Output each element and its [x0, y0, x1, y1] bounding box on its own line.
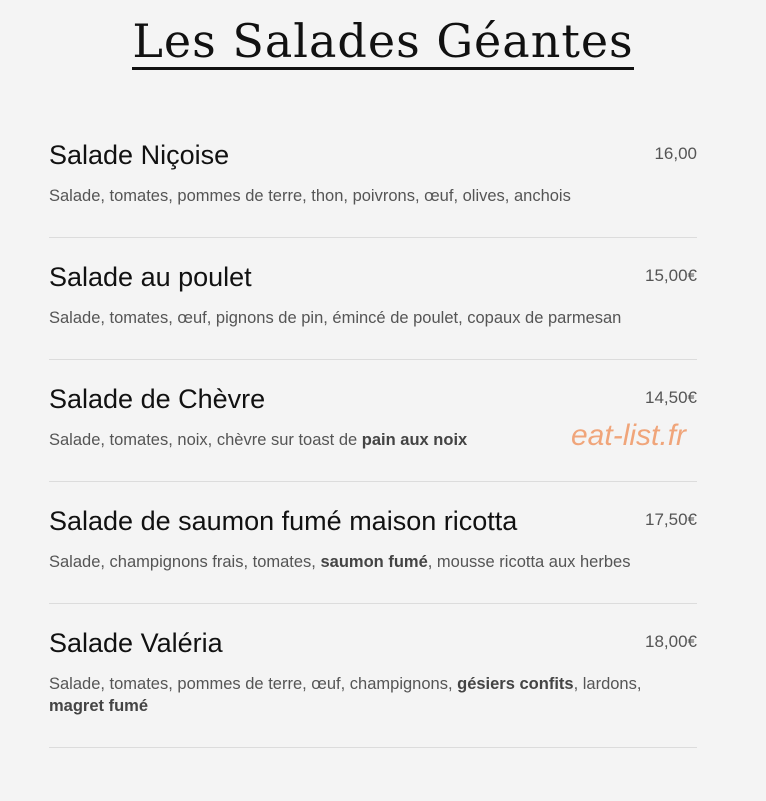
item-name: Salade de saumon fumé maison ricotta: [49, 506, 518, 536]
menu-item: [49, 482, 697, 604]
watermark: eat-list.fr: [571, 419, 687, 452]
description-text: , lardons,: [573, 675, 642, 693]
description-highlight: gésiers confits: [457, 675, 574, 693]
description-text: Salade, tomates, œuf, pignons de pin, émincé de poulet, copaux de parmesan: [49, 309, 622, 327]
item-description: [49, 307, 669, 329]
description-highlight: saumon fumé: [320, 553, 428, 571]
menu-item: [49, 116, 697, 238]
item-name: Salade Valéria: [49, 628, 223, 658]
description-highlight: pain aux noix: [361, 431, 468, 449]
page-title: [0, 14, 766, 70]
description-text: Salade, tomates, noix, chèvre sur toast de: [49, 431, 362, 449]
description-text: , mousse ricotta aux herbes: [427, 553, 631, 571]
item-price: 18,00€: [645, 632, 697, 651]
item-description: [49, 551, 669, 573]
item-price: 15,00€: [645, 266, 697, 285]
item-price: 17,50€: [645, 510, 697, 529]
menu-item: [49, 604, 697, 748]
item-name: Salade de Chèvre: [49, 384, 266, 414]
item-name: Salade au poulet: [49, 262, 252, 292]
item-price: 14,50€: [645, 388, 697, 407]
item-description: [49, 185, 669, 207]
description-highlight: magret fumé: [49, 697, 149, 715]
item-price: 16,00: [654, 144, 697, 163]
description-text: Salade, champignons frais, tomates,: [49, 553, 321, 571]
item-name: Salade Niçoise: [49, 140, 230, 170]
menu-item: [49, 238, 697, 360]
description-text: Salade, tomates, pommes de terre, thon, poivrons, œuf, olives, anchois: [49, 187, 571, 205]
description-text: Salade, tomates, pommes de terre, œuf, champignons,: [49, 675, 458, 693]
item-description: [49, 673, 669, 717]
page-title-text: Les Salades Géantes: [132, 14, 634, 68]
